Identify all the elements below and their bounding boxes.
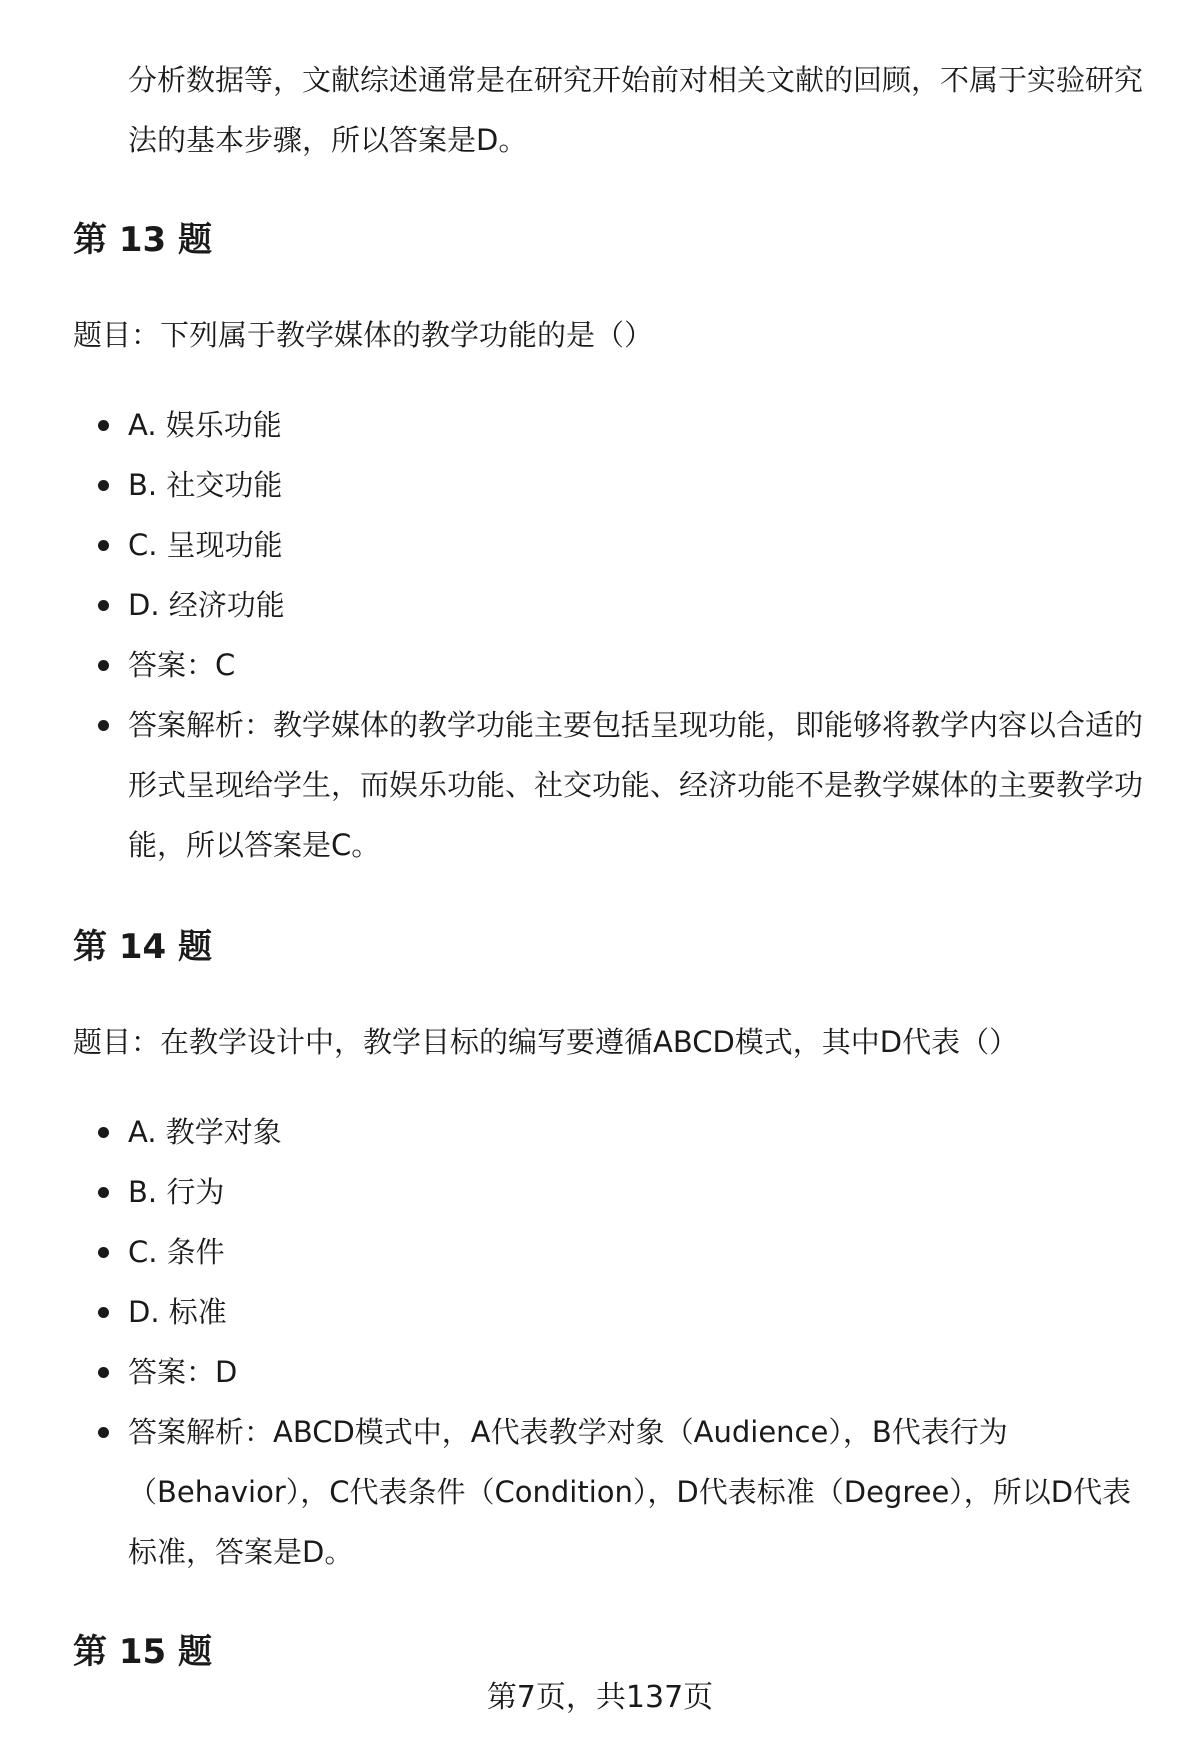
option-d: D. 经济功能 <box>0 575 1160 635</box>
question-13-heading: 第 13 题 <box>73 220 212 260</box>
answer-analysis: 答案解析：教学媒体的教学功能主要包括呈现功能，即能够将教学内容以合适的形式呈现给学生，而娱乐功能、社交功能、经济功能不是教学媒体的主要教学功能，所以答案是C。 <box>0 695 1153 875</box>
continuation-paragraph: 分析数据等，文献综述通常是在研究开始前对相关文献的回顾，不属于实验研究法的基本步骤，所以答案是D。 <box>128 63 1144 157</box>
answer-analysis: 答案解析：ABCD模式中，A代表教学对象（Audience），B代表行为（Behavior），C代表条件（Condition），D代表标准（Degree），所以D代表标准，答案是D。 <box>0 1402 1153 1582</box>
bullet-icon <box>98 600 109 611</box>
bullet-icon <box>98 1367 109 1378</box>
question-13-text: 题目：下列属于教学媒体的教学功能的是（） <box>73 318 654 352</box>
answer: 答案：C <box>0 635 1160 695</box>
page-footer: 第7页，共137页 <box>486 1680 714 1715</box>
bullet-icon <box>98 540 109 551</box>
bullet-icon <box>98 1247 109 1258</box>
option-a: A. 教学对象 <box>0 1102 1160 1162</box>
option-b: B. 社交功能 <box>0 455 1160 515</box>
question-15-heading: 第 15 题 <box>73 1632 212 1672</box>
option-c: C. 条件 <box>0 1222 1160 1282</box>
bullet-icon <box>98 420 109 431</box>
question-13-options <box>0 395 1160 875</box>
question-14-text: 题目：在教学设计中，教学目标的编写要遵循ABCD模式，其中D代表（） <box>73 1025 1019 1059</box>
bullet-icon <box>98 1307 109 1318</box>
bullet-icon <box>98 660 109 671</box>
option-d: D. 标准 <box>0 1282 1160 1342</box>
option-a: A. 娱乐功能 <box>0 395 1160 455</box>
bullet-icon <box>98 720 109 731</box>
option-b: B. 行为 <box>0 1162 1160 1222</box>
bullet-icon <box>98 1187 109 1198</box>
bullet-icon <box>98 1127 109 1138</box>
question-14-options <box>0 1102 1160 1582</box>
bullet-icon <box>98 1427 109 1438</box>
answer: 答案：D <box>0 1342 1160 1402</box>
question-14-heading: 第 14 题 <box>73 927 212 967</box>
bullet-icon <box>98 480 109 491</box>
option-c: C. 呈现功能 <box>0 515 1160 575</box>
